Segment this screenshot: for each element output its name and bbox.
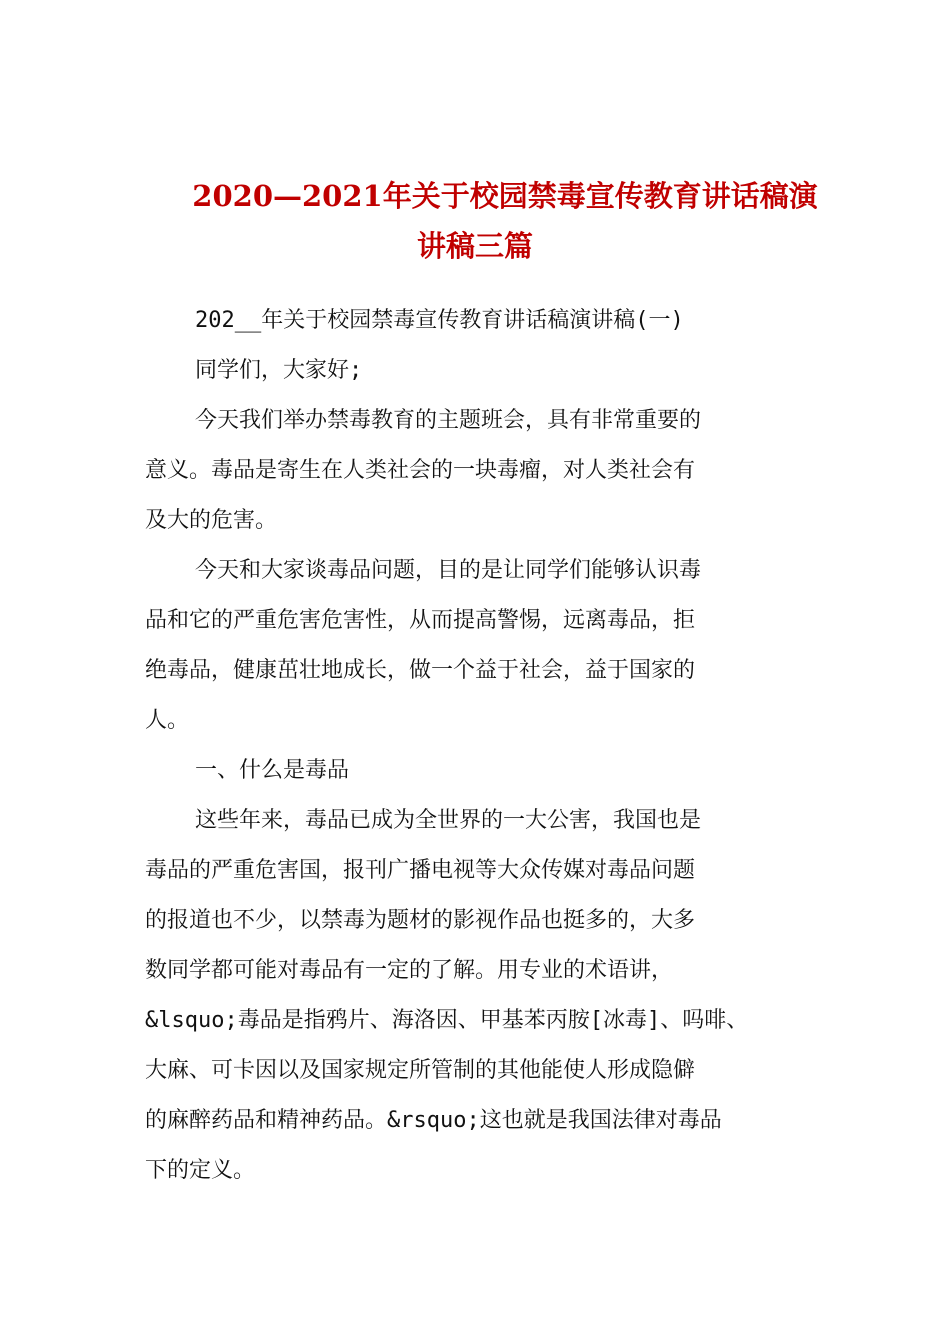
body-line: 的麻醉药品和精神药品。&rsquo;这也就是我国法律对毒品 <box>145 1108 722 1133</box>
body-line: 这些年来，毒品已成为全世界的一大公害，我国也是 <box>195 808 702 833</box>
greeting-line: 同学们，大家好; <box>195 358 363 383</box>
body-line: 意义。毒品是寄生在人类社会的一块毒瘤，对人类社会有 <box>145 458 696 483</box>
body-line: 下的定义。 <box>145 1158 256 1183</box>
body-line: &lsquo;毒品是指鸦片、海洛因、甲基苯丙胺[冰毒]、吗啡、 <box>145 1008 749 1033</box>
body-line: 品和它的严重危害危害性，从而提高警惕，远离毒品，拒 <box>145 608 696 633</box>
body-line: 毒品的严重危害国，报刊广播电视等大众传媒对毒品问题 <box>145 858 696 883</box>
body-line: 今天我们举办禁毒教育的主题班会，具有非常重要的 <box>195 408 702 433</box>
body-line: 人。 <box>145 708 190 733</box>
body-line: 的报道也不少，以禁毒为题材的影视作品也挺多的，大多 <box>145 908 696 933</box>
document-title-line-2: 讲稿三篇 <box>416 229 533 263</box>
document-title-line-1: 2020—2021年关于校园禁毒宣传教育讲话稿演 <box>192 179 818 213</box>
section-heading-speech-1: 202__年关于校园禁毒宣传教育讲话稿演讲稿(一) <box>195 308 684 333</box>
body-line: 大麻、可卡因以及国家规定所管制的其他能使人形成隐僻 <box>145 1058 696 1083</box>
body-line: 今天和大家谈毒品问题，目的是让同学们能够认识毒 <box>195 558 702 583</box>
body-line: 及大的危害。 <box>145 508 278 533</box>
body-line: 绝毒品，健康茁壮地成长，做一个益于社会，益于国家的 <box>145 658 696 683</box>
body-line: 数同学都可能对毒品有一定的了解。用专业的术语讲， <box>145 958 674 983</box>
section-heading-what-is-drug: 一、什么是毒品 <box>195 758 350 783</box>
